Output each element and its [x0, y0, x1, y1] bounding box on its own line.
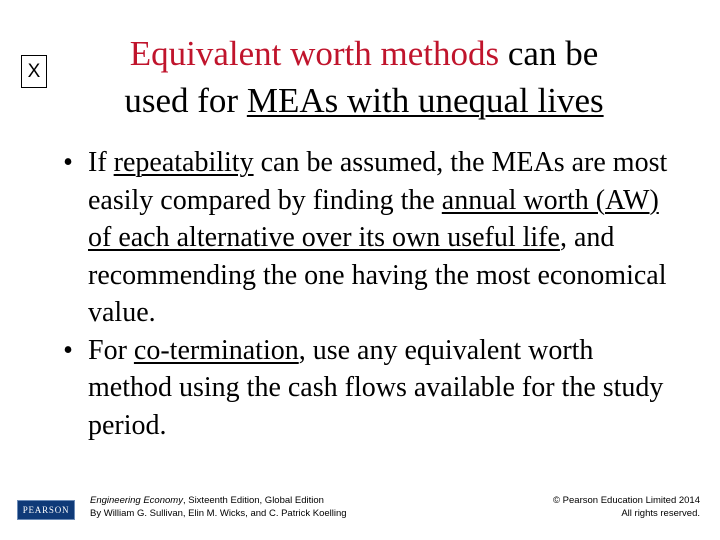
- bullet-text: For: [88, 334, 134, 366]
- copyright-text: © Pearson Education Limited 2014: [553, 495, 700, 506]
- book-authors: By William G. Sullivan, Elin M. Wicks, and C. Patrick Koelling: [90, 508, 347, 519]
- title-underlined: MEAs with unequal lives: [246, 81, 604, 120]
- footer-citation: [90, 494, 347, 520]
- bullet-text: , use any equivalent worth method using the cash flows available for the study period.: [88, 334, 664, 441]
- title-text-2: used for: [124, 81, 247, 120]
- bullet-text: If: [88, 147, 114, 178]
- bullet-underlined: repeatability: [113, 147, 254, 178]
- bullet-text: can be assumed, the MEAs are most easily compared by finding the: [88, 147, 668, 216]
- bullet-list: [56, 144, 676, 444]
- title-text-1: can be: [499, 34, 599, 73]
- close-box[interactable]: [21, 55, 47, 88]
- pearson-logo: [17, 500, 75, 520]
- bullet-underlined: co-termination: [133, 334, 299, 366]
- bullet-text: , and recommending the one having the most economical value.: [88, 222, 667, 328]
- bullet-item: [56, 332, 676, 445]
- book-title: Engineering Economy: [90, 495, 183, 506]
- footer-copyright: [553, 494, 700, 520]
- bullet-underlined: annual worth (AW) of each alternative over its own useful life: [88, 184, 659, 253]
- bullet-item: [56, 144, 676, 332]
- title-highlight: Equivalent worth methods: [129, 34, 500, 73]
- bullet-marker: •: [63, 147, 73, 178]
- bullet-marker: •: [63, 334, 73, 366]
- slide-title: [84, 30, 644, 124]
- close-box-label: X: [27, 61, 41, 82]
- pearson-logo-text: PEARSON: [22, 505, 70, 515]
- book-edition: , Sixteenth Edition, Global Edition: [182, 495, 324, 506]
- rights-text: All rights reserved.: [621, 508, 700, 519]
